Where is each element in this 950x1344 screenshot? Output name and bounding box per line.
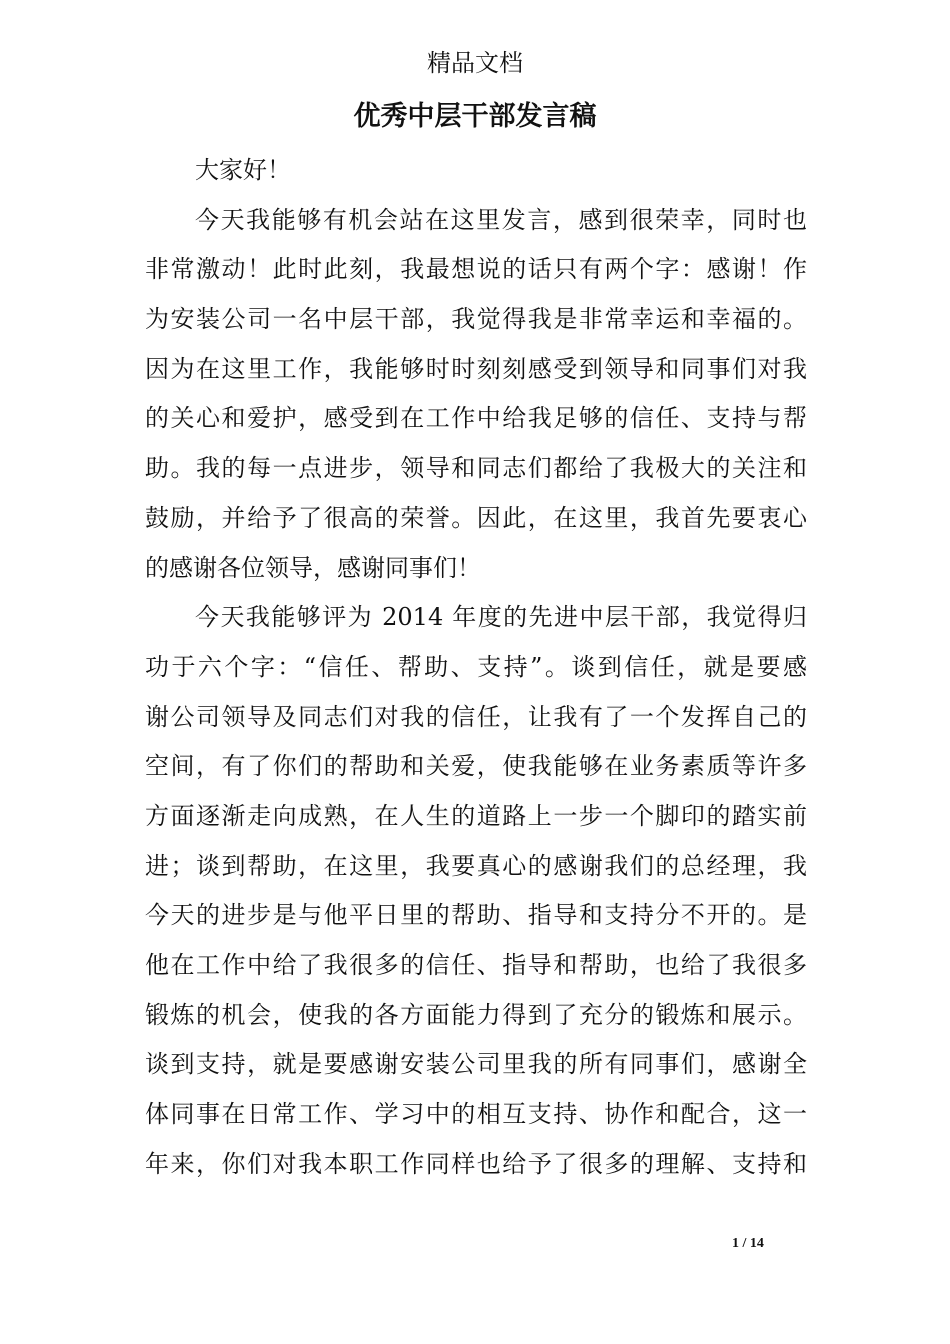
body-line: 谈到支持，就是要感谢安装公司里我的所有同事们，感谢全 bbox=[145, 1050, 807, 1079]
body-line: 谢公司领导及同志们对我的信任，让我有了一个发挥自己的 bbox=[145, 702, 807, 731]
body-line: 今天我能够有机会站在这里发言，感到很荣幸，同时也 bbox=[195, 205, 807, 234]
body-line: 大家好！ bbox=[195, 156, 291, 184]
document-body bbox=[145, 146, 807, 1189]
body-line: 助。我的每一点进步，领导和同志们都给了我极大的关注和 bbox=[145, 454, 807, 483]
body-line: 方面逐渐走向成熟，在人生的道路上一步一个脚印的踏实前 bbox=[145, 801, 807, 830]
body-line: 今天我能够评为 2014 年度的先进中层干部，我觉得归 bbox=[195, 603, 807, 632]
body-line: 的感谢各位领导，感谢同事们！ bbox=[145, 553, 481, 582]
body-line: 年来，你们对我本职工作同样也给予了很多的理解、支持和 bbox=[145, 1149, 807, 1178]
body-line: 功于六个字：“信任、帮助、支持”。谈到信任，就是要感 bbox=[145, 652, 807, 681]
page-number: 1 / 14 bbox=[732, 1236, 764, 1251]
document-header: 精品文档 bbox=[427, 49, 523, 77]
body-line: 进；谈到帮助，在这里，我要真心的感谢我们的总经理，我 bbox=[145, 851, 807, 880]
body-line: 的关心和爱护，感受到在工作中给我足够的信任、支持与帮 bbox=[145, 404, 807, 433]
body-line: 空间，有了你们的帮助和关爱，使我能够在业务素质等许多 bbox=[145, 752, 807, 781]
body-line: 体同事在日常工作、学习中的相互支持、协作和配合，这一 bbox=[145, 1100, 807, 1129]
body-line: 他在工作中给了我很多的信任、指导和帮助，也给了我很多 bbox=[145, 951, 807, 979]
body-line: 非常激动！此时此刻，我最想说的话只有两个字：感谢！作 bbox=[145, 255, 807, 284]
body-line: 今天的进步是与他平日里的帮助、指导和支持分不开的。是 bbox=[145, 901, 807, 930]
body-line: 鼓励，并给予了很高的荣誉。因此，在这里，我首先要衷心 bbox=[145, 503, 807, 532]
body-line: 因为在这里工作，我能够时时刻刻感受到领导和同事们对我 bbox=[145, 354, 807, 383]
body-line: 为安装公司一名中层干部，我觉得我是非常幸运和幸福的。 bbox=[145, 305, 807, 334]
document-title: 优秀中层干部发言稿 bbox=[353, 101, 597, 132]
body-line: 锻炼的机会，使我的各方面能力得到了充分的锻炼和展示。 bbox=[145, 1000, 807, 1029]
